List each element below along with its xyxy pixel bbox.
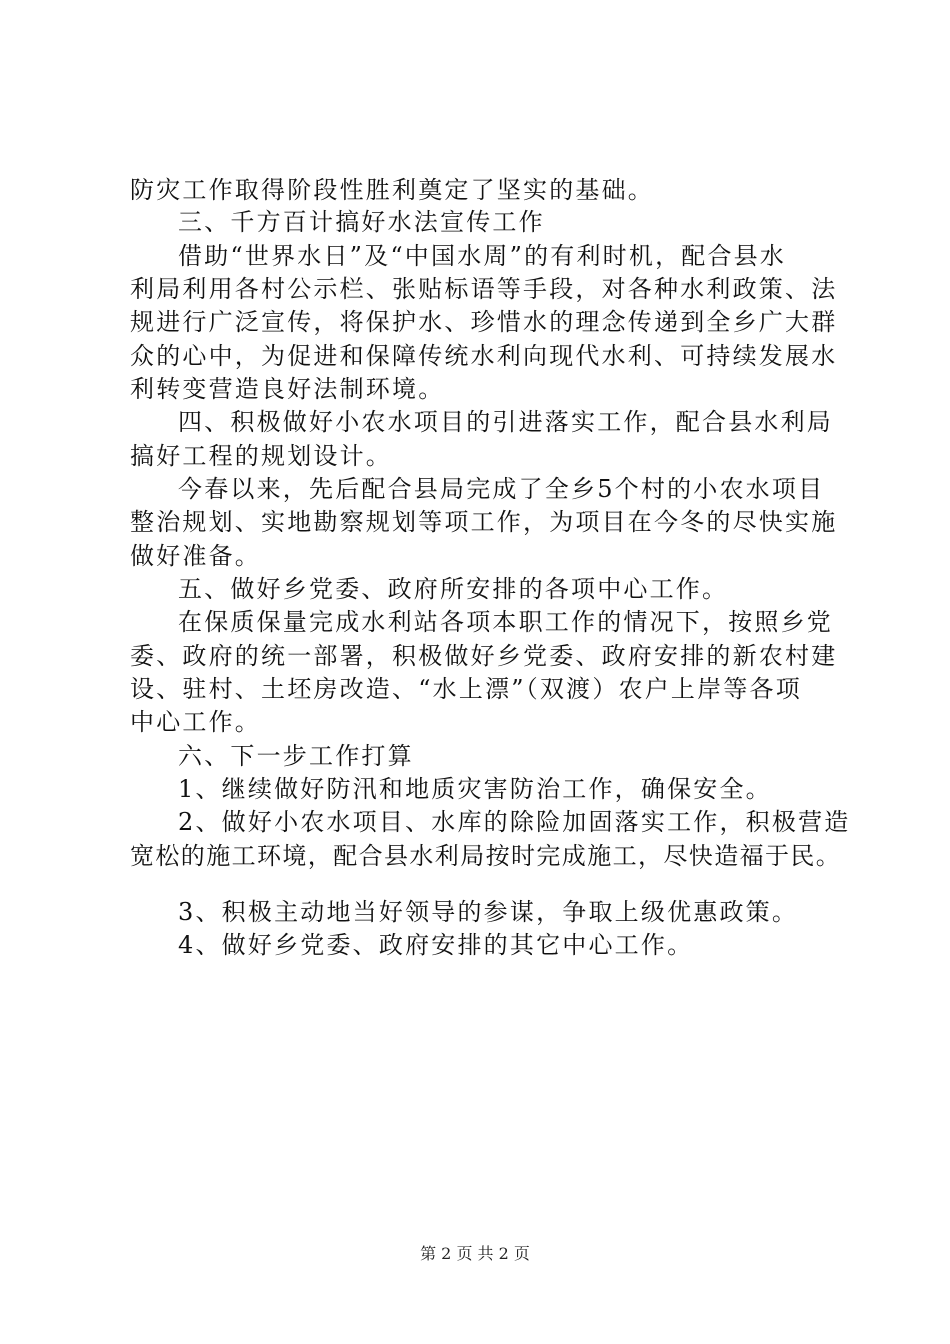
section-heading: 四、积极做好小农水项目的引进落实工作，配合县水利局 [178,408,833,436]
text-line: 中心工作。 [130,708,261,736]
section-heading: 五、做好乡党委、政府所安排的各项中心工作。 [178,575,729,603]
text-line: 搞好工程的规划设计。 [130,442,392,470]
text-line: 规进行广泛宣传，将保护水、珍惜水的理念传递到全乡广大群 [130,308,838,336]
section-heading: 六、下一步工作打算 [178,742,414,770]
text-line: 利转变营造良好法制环境。 [130,375,445,403]
section-heading: 三、千方百计搞好水法宣传工作 [178,208,545,236]
text-line: 众的心中，为促进和保障传统水利向现代水利、可持续发展水 [130,342,838,370]
list-item: 2、做好小农水项目、水库的除险加固落实工作，积极营造 [178,808,851,836]
text-line: 做好准备。 [130,542,261,570]
text-line: 利局利用各村公示栏、张贴标语等手段，对各种水利政策、法 [130,275,838,303]
list-item: 4、做好乡党委、政府安排的其它中心工作。 [178,931,694,959]
list-item: 1、继续做好防汛和地质灾害防治工作，确保安全。 [178,775,772,803]
list-item: 3、积极主动地当好领导的参谋，争取上级优惠政策。 [178,898,799,926]
text-line: 在保质保量完成水利站各项本职工作的情况下，按照乡党 [178,608,833,636]
text-line: 整治规划、实地勘察规划等项工作，为项目在今冬的尽快实施 [130,508,838,536]
text-line: 防灾工作取得阶段性胜利奠定了坚实的基础。 [130,176,654,204]
text-line: 委、政府的统一部署，积极做好乡党委、政府安排的新农村建 [130,642,838,670]
text-line: 今春以来，先后配合县局完成了全乡5个村的小农水项目 [178,475,825,503]
text-line: 设、驻村、土坯房改造、“水上漂”（双渡）农户上岸等各项 [130,675,802,703]
page-number-footer: 第 2 页 共 2 页 [420,1244,530,1263]
text-line: 借助“世界水日”及“中国水周”的有利时机，配合县水 [178,242,787,270]
text-line: 宽松的施工环境，配合县水利局按时完成施工，尽快造福于民。 [130,842,842,870]
